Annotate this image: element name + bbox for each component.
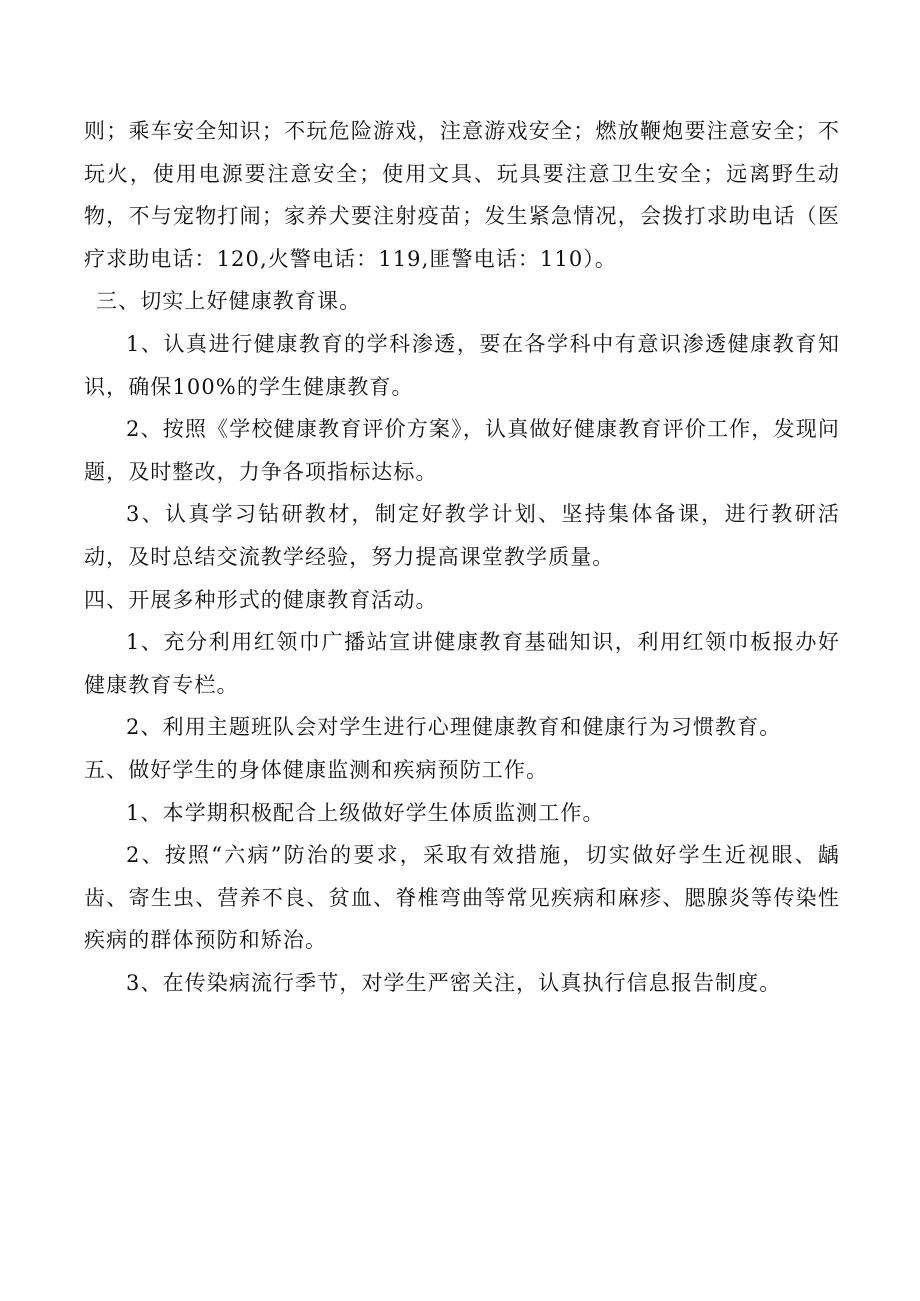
- list-item-3-1: 1、认真进行健康教育的学科渗透，要在各学科中有意识渗透健康教育知识，确保100%的学生健康教育。: [84, 331, 840, 399]
- list-item-3-2: 2、按照《学校健康教育评价方案》，认真做好健康教育评价工作，发现问题，及时整改，力争各项指标达标。: [84, 417, 840, 484]
- list-item-3-3: 3、认真学习钻研教材，制定好教学计划、坚持集体备课，进行教研活动，及时总结交流教学经验，努力提高课堂教学质量。: [84, 502, 840, 569]
- section-heading-3: 三、切实上好健康教育课。: [96, 289, 362, 314]
- list-item-5-3: 3、在传染病流行季节，对学生严密关注，认真执行信息报告制度。: [126, 970, 782, 995]
- paragraph-safety-continuation: 则；乘车安全知识；不玩危险游戏，注意游戏安全；燃放鞭炮要注意安全；不玩火，使用电源要注意安全；使用文具、玩具要注意卫生安全；远离野生动物，不与宠物打闹；家养犬要注射疫苗；发生紧急情况，会拨打求助电话（医疗求助电话：120,火警电话：119,匪警电话：110）。: [84, 119, 840, 271]
- list-item-4-1: 1、充分利用红领巾广播站宣讲健康教育基础知识，利用红领巾板报办好健康教育专栏。: [84, 630, 840, 697]
- list-item-5-2: 2、按照“六病”防治的要求，采取有效措施，切实做好学生近视眼、龋齿、寄生虫、营养不良、贫血、脊椎弯曲等常见疾病和麻疹、腮腺炎等传染性疾病的群体预防和矫治。: [84, 843, 840, 953]
- list-item-5-1: 1、本学期积极配合上级做好学生体质监测工作。: [126, 800, 605, 825]
- section-heading-4: 四、开展多种形式的健康教育活动。: [84, 587, 438, 612]
- list-item-4-2: 2、利用主题班队会对学生进行心理健康教育和健康行为习惯教育。: [126, 715, 782, 740]
- document-body: [84, 110, 840, 1004]
- section-heading-5: 五、做好学生的身体健康监测和疾病预防工作。: [84, 757, 549, 782]
